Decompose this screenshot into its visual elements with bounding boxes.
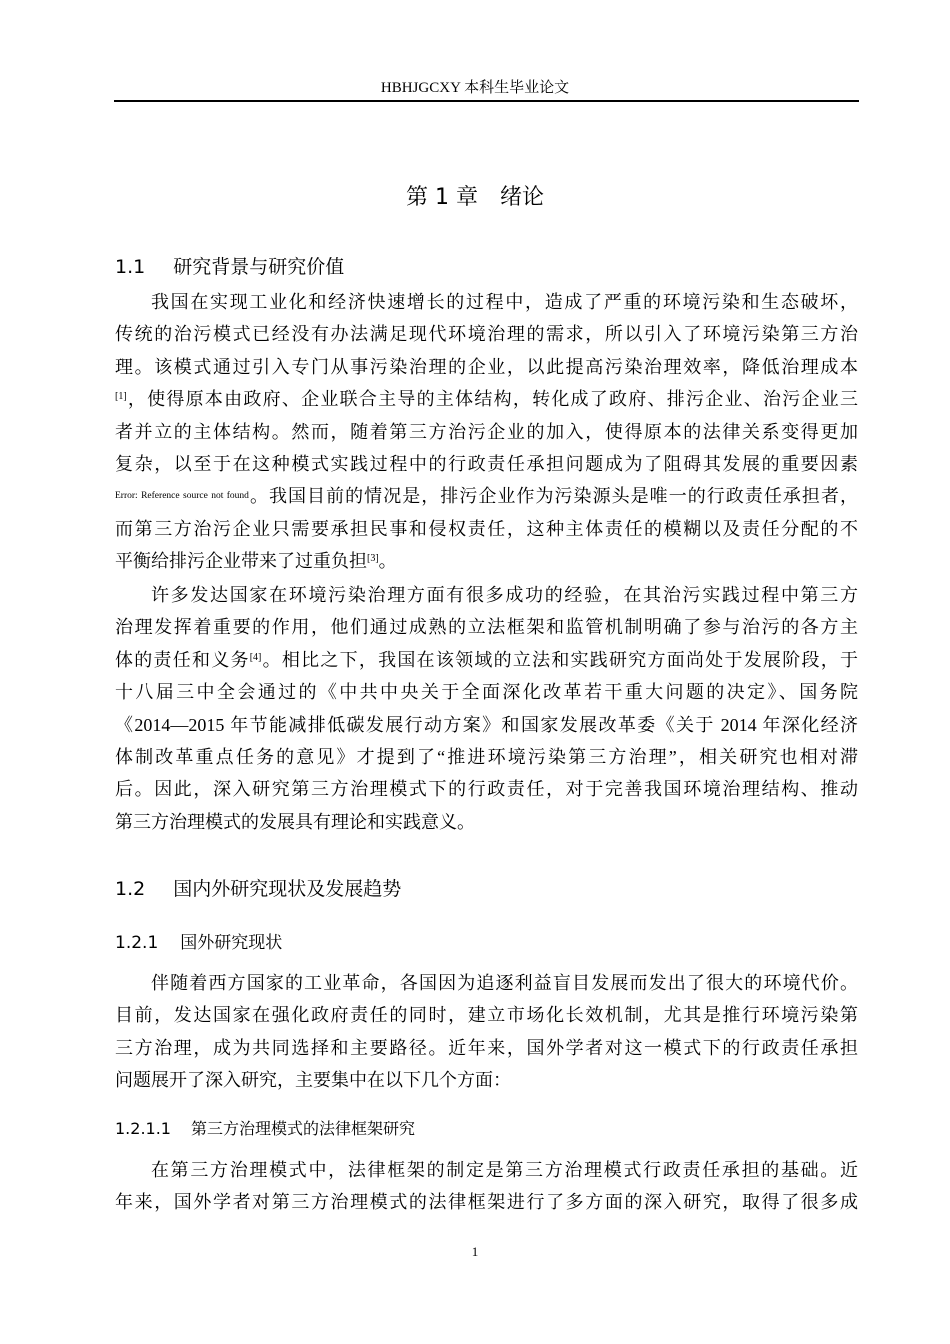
text-segment: 者并立的主体结构。然而，随着第三方治污企业的加入，使得原本的法律关系变得更加 <box>115 421 858 442</box>
text-segment: 理。该模式通过引入专门从事污染治理的企业，以此提高污染治理效率，降低治理成本 <box>115 356 858 377</box>
text-segment: 问题展开了深入研究，主要集中在以下几个方面： <box>115 1070 511 1091</box>
section-heading-1-2-1-1 <box>115 1116 415 1139</box>
text-segment: 。我国目前的情况是，排污企业作为污染源头是唯一的行政责任承担者， <box>248 486 859 507</box>
text-segment: 《2014—2015 年节能减排低碳发展行动方案》和国家发展改革委《关于 2014 年深化经济 <box>115 714 858 735</box>
text-line <box>115 773 858 805</box>
section-heading-1-2-1 <box>115 928 282 953</box>
section-number: 1.2.1 <box>115 933 159 953</box>
text-line <box>115 806 858 838</box>
text-segment: 伴随着西方国家的工业革命，各国因为追逐利益盲目发展而发出了很大的环境代价。 <box>151 973 858 993</box>
paragraph <box>115 1154 858 1219</box>
text-line <box>115 611 858 643</box>
section-title: 国内外研究现状及发展趋势 <box>173 878 402 900</box>
section-heading-1-1 <box>115 252 344 279</box>
section-heading-1-2 <box>115 874 401 901</box>
section-title: 研究背景与研究价值 <box>173 256 345 278</box>
text-line <box>115 741 858 773</box>
section-number: 1.2 <box>115 878 146 900</box>
text-line <box>115 318 858 350</box>
text-line <box>115 448 858 480</box>
text-line <box>115 286 858 318</box>
text-line <box>115 999 858 1031</box>
text-line <box>115 676 858 708</box>
text-line <box>115 416 858 448</box>
text-segment: 许多发达国家在环境污染治理方面有很多成功的经验，在其治污实践过程中第三方 <box>151 585 858 605</box>
text-segment: 体的责任和义务 <box>115 649 250 670</box>
page-header: HBHJGCXY 本科生毕业论文 <box>380 80 570 96</box>
paragraph <box>115 967 858 1097</box>
text-line <box>115 351 858 383</box>
section-number: 1.2.1.1 <box>115 1119 171 1138</box>
text-line <box>115 545 858 577</box>
section-title: 国外研究现状 <box>180 933 283 953</box>
text-segment: 复杂，以至于在这种模式实践过程中的行政责任承担问题成为了阻碍其发展的重要因素 <box>115 453 858 474</box>
text-line <box>115 579 858 611</box>
text-segment: 。 <box>378 551 397 572</box>
chapter-title: 第 1 章 绪论 <box>406 185 544 210</box>
text-segment: 传统的治污模式已经没有办法满足现代环境治理的需求，所以引入了环境污染第三方治 <box>115 324 858 345</box>
text-line <box>115 480 858 512</box>
section-title: 第三方治理模式的法律框架研究 <box>190 1119 415 1138</box>
paragraph <box>115 579 858 838</box>
text-segment: 。相比之下，我国在该领域的立法和实践研究方面尚处于发展阶段，于 <box>261 649 858 670</box>
text-line <box>115 1154 858 1186</box>
text-segment: 后。因此，深入研究第三方治理模式下的行政责任，对于完善我国环境治理结构、推动 <box>115 779 858 800</box>
text-segment: 我国在实现工业化和经济快速增长的过程中，造成了严重的环境污染和生态破坏， <box>151 292 858 312</box>
text-line <box>115 1186 858 1218</box>
text-segment: 体制改革重点任务的意见》才提到了“推进环境污染第三方治理”，相关研究也相对滞 <box>115 746 858 767</box>
citation-ref: [3] <box>367 553 379 565</box>
text-segment: 年来，国外学者对第三方治理模式的法律框架进行了多方面的深入研究，取得了很多成 <box>115 1192 858 1213</box>
paragraph <box>115 286 858 578</box>
page-number: 1 <box>471 1244 479 1259</box>
text-segment: 目前，发达国家在强化政府责任的同时，建立市场化长效机制，尤其是推行环境污染第 <box>115 1005 858 1026</box>
text-line <box>115 513 858 545</box>
text-segment: 第三方治理模式的发展具有理论和实践意义。 <box>115 811 475 832</box>
text-line <box>115 709 858 741</box>
text-line <box>115 644 858 676</box>
text-line <box>115 383 858 415</box>
text-line <box>115 967 858 999</box>
header-rule <box>114 100 859 102</box>
citation-ref: [4] <box>249 651 262 663</box>
reference-error: Error: Reference source not found <box>115 491 249 502</box>
text-segment: 而第三方治污企业只需要承担民事和侵权责任，这种主体责任的模糊以及责任分配的不 <box>115 518 858 539</box>
text-line <box>115 1032 858 1064</box>
text-line <box>115 1064 858 1096</box>
text-segment: 十八届三中全会通过的《中共中央关于全面深化改革若干重大问题的决定》、国务院 <box>115 682 858 703</box>
text-segment: 治理发挥着重要的作用，他们通过成熟的立法框架和监管机制明确了参与治污的各方主 <box>115 617 858 638</box>
text-segment: 在第三方治理模式中，法律框架的制定是第三方治理模式行政责任承担的基础。近 <box>151 1160 858 1180</box>
text-segment: 平衡给排污企业带来了过重负担 <box>115 551 367 572</box>
citation-ref: [1] <box>115 391 127 403</box>
text-segment: ，使得原本由政府、企业联合主导的主体结构，转化成了政府、排污企业、治污企业三 <box>126 389 858 410</box>
section-number: 1.1 <box>115 256 146 278</box>
text-segment: 三方治理，成为共同选择和主要路径。近年来，国外学者对这一模式下的行政责任承担 <box>115 1037 858 1058</box>
